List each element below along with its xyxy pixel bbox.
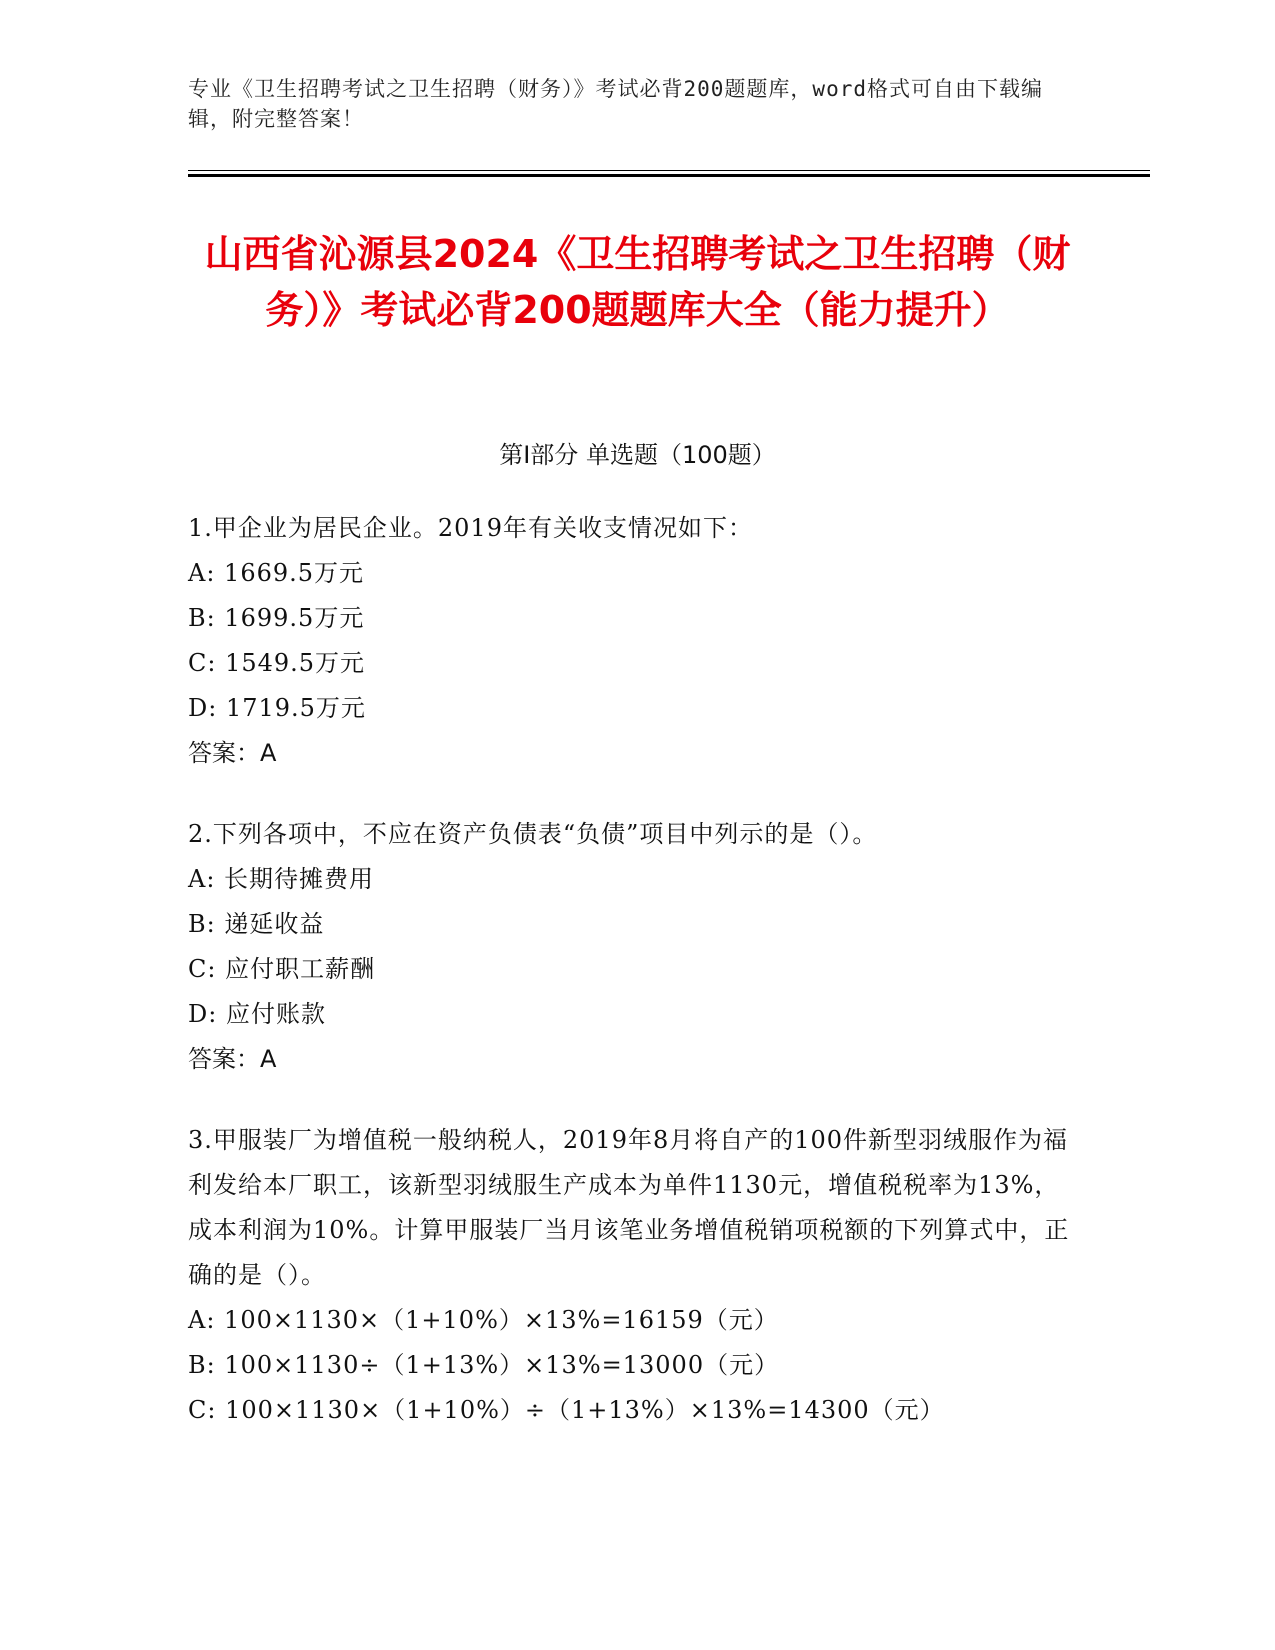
option-b: B: 1699.5万元 [188, 604, 365, 632]
header-divider-thick [188, 174, 1150, 177]
question-stem: 1.甲企业为居民企业。2019年有关收支情况如下： [188, 514, 753, 542]
question-stem: 3.甲服装厂为增值税一般纳税人，2019年8月将自产的100件新型羽绒服作为福利发给本厂职工，该新型羽绒服生产成本为单件1130元，增值税税率为13%，成本利润为10%。计算甲服装厂当月该笔业务增值税销项税额的下列算式中，正确的是（）。 [188, 1126, 1070, 1289]
question-stem: 2.下列各项中，不应在资产负债表“负债”项目中列示的是（）。 [188, 820, 878, 848]
option-b: B: 递延收益 [188, 910, 325, 938]
answer: 答案：A [188, 1045, 277, 1073]
option-c: C: 100×1130×（1+10%）÷（1+13%）×13%=14300（元） [188, 1396, 945, 1424]
header-divider-thin [188, 170, 1150, 171]
question-1 [188, 506, 1078, 776]
option-a: A: 100×1130×（1+10%）×13%=16159（元） [188, 1306, 779, 1334]
option-a: A: 长期待摊费用 [188, 865, 375, 893]
question-3 [188, 1118, 1078, 1433]
option-c: C: 1549.5万元 [188, 649, 366, 677]
option-c: C: 应付职工薪酬 [188, 955, 376, 983]
option-b: B: 100×1130÷（1+13%）×13%=13000（元） [188, 1351, 780, 1379]
option-d: D: 1719.5万元 [188, 694, 366, 722]
option-a: A: 1669.5万元 [188, 559, 365, 587]
question-2 [188, 812, 1078, 1082]
section-title: 第I部分 单选题（100题） [499, 441, 776, 469]
answer: 答案：A [188, 739, 277, 767]
option-d: D: 应付账款 [188, 1000, 326, 1028]
header-note: 专业《卫生招聘考试之卫生招聘（财务）》考试必背200题题库，word格式可自由下载编辑，附完整答案！ [188, 77, 1043, 131]
document-title: 山西省沁源县2024《卫生招聘考试之卫生招聘（财务）》考试必背200题题库大全（能力提升） [204, 232, 1071, 332]
